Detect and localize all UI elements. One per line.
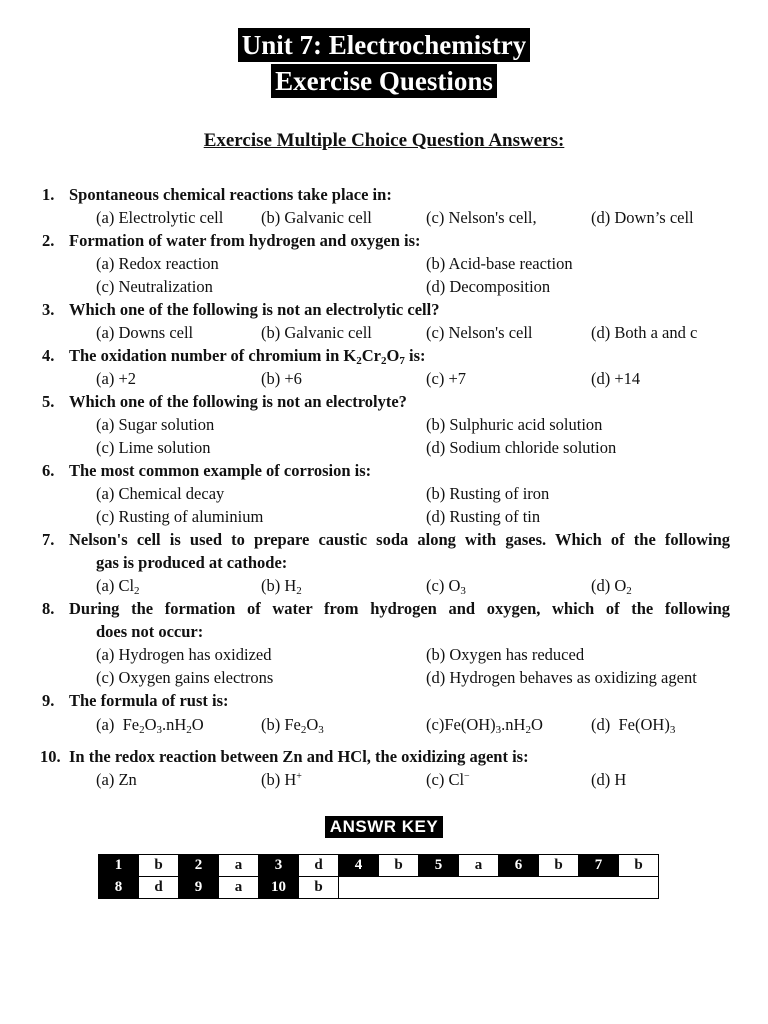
key-cell: a bbox=[219, 877, 259, 899]
formula: $Fe_2O_3$ bbox=[284, 715, 324, 736]
option: (c) +7 bbox=[426, 369, 466, 388]
option: (b) Galvanic cell bbox=[261, 323, 372, 342]
option: (d) Rusting of tin bbox=[426, 507, 541, 526]
key-cell: 1 bbox=[99, 855, 139, 877]
question-8-cont: does not occur: bbox=[96, 622, 204, 641]
option: (d) Both a and c bbox=[591, 323, 698, 342]
option: (b) +6 bbox=[261, 369, 302, 388]
question-6: 6. The most common example of corrosion is: bbox=[42, 461, 372, 480]
question-8: 8. During the formation of water from hydrogen and oxygen, which of the following bbox=[42, 599, 730, 618]
option: (a) Chemical decay bbox=[96, 484, 225, 503]
option: (d) Decomposition bbox=[426, 277, 551, 296]
key-cell: 4 bbox=[339, 855, 379, 877]
formula: $Fe(OH)_3$ bbox=[618, 715, 676, 736]
key-cell: 10 bbox=[259, 877, 299, 899]
option: (c) Neutralization bbox=[96, 277, 213, 296]
key-cell: a bbox=[459, 855, 499, 877]
option: (a) $Cl_2$ bbox=[96, 576, 140, 597]
key-cell: 2 bbox=[179, 855, 219, 877]
option: (b) $Fe_2O_3$ bbox=[261, 715, 324, 736]
question-4: 4. The oxidation number of chromium in $K_2Cr_2O_7$ is: bbox=[42, 346, 426, 367]
page-subtitle-banner: Exercise Questions bbox=[271, 64, 497, 98]
key-cell: b bbox=[379, 855, 419, 877]
table-row bbox=[99, 877, 659, 899]
option: $(c)Fe(OH)_3.nH_2O$ bbox=[426, 715, 543, 736]
option: (a) Sugar solution bbox=[96, 415, 215, 434]
option: (c) $O_3$ bbox=[426, 576, 466, 597]
option: (c) Rusting of aluminium bbox=[96, 507, 264, 526]
option: (c) Oxygen gains electrons bbox=[96, 668, 274, 687]
option: (a) Redox reaction bbox=[96, 254, 219, 273]
key-cell: b bbox=[139, 855, 179, 877]
question-1: 1. Spontaneous chemical reactions take place in: bbox=[42, 185, 392, 204]
option: (a) Downs cell bbox=[96, 323, 194, 342]
formula: $Fe(OH)_3.nH_2O$ bbox=[444, 715, 543, 736]
option: (b) $H_2$ bbox=[261, 576, 302, 597]
option: (c) Lime solution bbox=[96, 438, 211, 457]
option: (d) $O_2$ bbox=[591, 576, 632, 597]
question-7: 7. Nelson's cell is used to prepare caustic soda along with gases. Which of the following bbox=[42, 530, 730, 549]
key-cell: b bbox=[619, 855, 659, 877]
key-cell: a bbox=[219, 855, 259, 877]
option: (c) Cl− bbox=[426, 770, 470, 789]
option: (d) $Fe(OH)_3$ bbox=[591, 715, 676, 736]
option: (d) Sodium chloride solution bbox=[426, 438, 617, 457]
option: (d) Hydrogen behaves as oxidizing agent bbox=[426, 668, 697, 687]
key-cell: 6 bbox=[499, 855, 539, 877]
option: (c) Nelson's cell bbox=[426, 323, 533, 342]
key-cell: 5 bbox=[419, 855, 459, 877]
question-5: 5. Which one of the following is not an electrolyte? bbox=[42, 392, 407, 411]
section-heading: Exercise Multiple Choice Question Answers: bbox=[203, 130, 565, 151]
formula: $Fe_2O_3.nH_2O$ bbox=[122, 715, 204, 736]
key-cell: 8 bbox=[99, 877, 139, 899]
option: (b) Acid-base reaction bbox=[426, 254, 573, 273]
key-cell: b bbox=[299, 877, 339, 899]
key-cell: 7 bbox=[579, 855, 619, 877]
question-3: 3. Which one of the following is not an electrolytic cell? bbox=[42, 300, 440, 319]
option: (a) Electrolytic cell bbox=[96, 208, 224, 227]
option: (b) H+ bbox=[261, 770, 302, 789]
key-cell: d bbox=[139, 877, 179, 899]
key-cell: d bbox=[299, 855, 339, 877]
question-9: 9. The formula of rust is: bbox=[42, 691, 229, 710]
option: (b) Rusting of iron bbox=[426, 484, 550, 503]
question-7-cont: gas is produced at cathode: bbox=[96, 553, 288, 572]
question-10: 10. In the redox reaction between Zn and HCl, the oxidizing agent is: bbox=[40, 747, 529, 766]
option: (d) H bbox=[591, 770, 627, 789]
option: (a) +2 bbox=[96, 369, 136, 388]
option: (d) +14 bbox=[591, 369, 641, 388]
option: (a) $Fe_2O_3.nH_2O$ bbox=[96, 715, 204, 736]
answer-key-table bbox=[98, 854, 659, 899]
answer-key-title: ANSWR KEY bbox=[325, 816, 443, 838]
key-cell-empty bbox=[339, 877, 659, 899]
option: (b) Galvanic cell bbox=[261, 208, 372, 227]
option: (d) Down’s cell bbox=[591, 208, 694, 227]
option: (c) Nelson's cell, bbox=[426, 208, 537, 227]
option: (b) Sulphuric acid solution bbox=[426, 415, 603, 434]
option: (b) Oxygen has reduced bbox=[426, 645, 585, 664]
page-title: Unit 7: Electrochemistry bbox=[238, 28, 530, 62]
option: (a) Zn bbox=[96, 770, 137, 789]
key-cell: b bbox=[539, 855, 579, 877]
key-cell: 3 bbox=[259, 855, 299, 877]
key-cell: 9 bbox=[179, 877, 219, 899]
table-row bbox=[99, 855, 659, 877]
option: (a) Hydrogen has oxidized bbox=[96, 645, 272, 664]
question-2: 2. Formation of water from hydrogen and oxygen is: bbox=[42, 231, 421, 250]
